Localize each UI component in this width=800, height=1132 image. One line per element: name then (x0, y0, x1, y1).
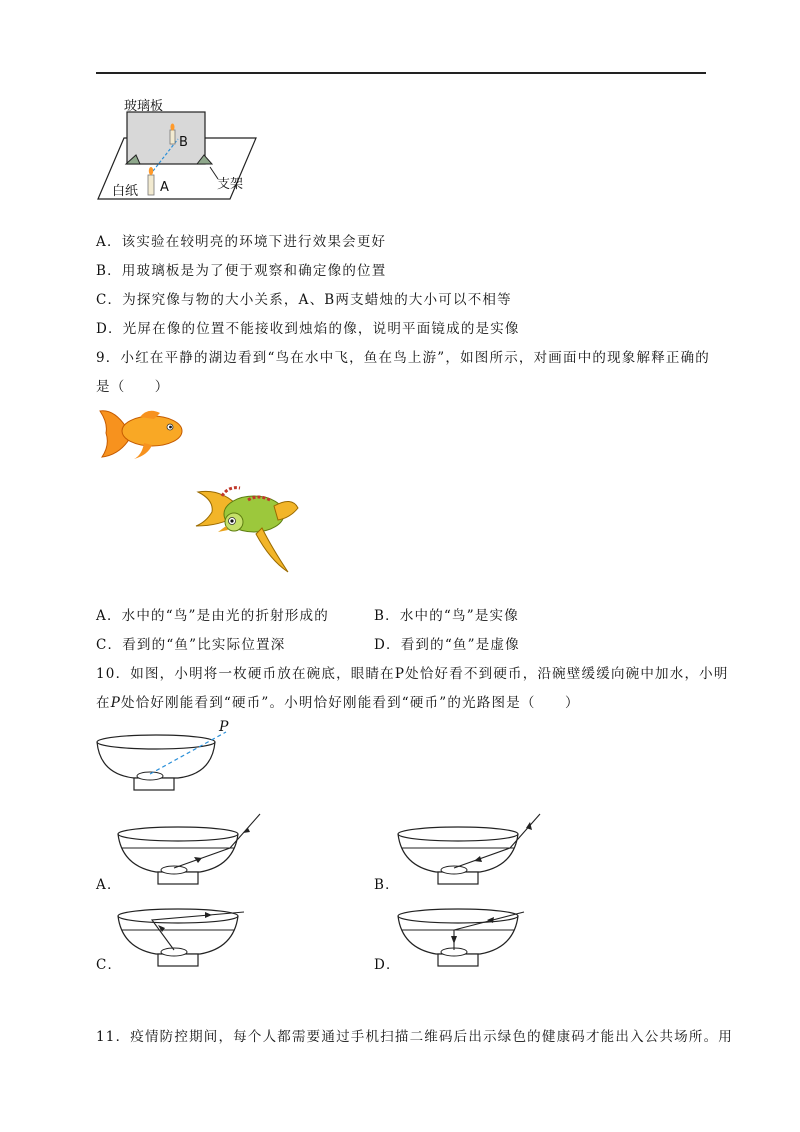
q10-stem-line2: 在P处恰好刚能看到“硬币”。小明恰好刚能看到“硬币”的光路图是（ ） (96, 695, 580, 711)
q10-option-b[interactable]: B． (374, 877, 400, 893)
label-b: B (179, 135, 188, 150)
q9-option-d: D．看到的“鱼”是虚像 (374, 637, 520, 653)
glass-plate-label: 玻璃板 (124, 99, 164, 114)
q9-option-c: C．看到的“鱼”比实际位置深 (96, 637, 286, 653)
option-a-diagram (112, 808, 272, 890)
label-a: A (160, 180, 169, 195)
point-p-label: P (219, 719, 229, 735)
stand-label: 支架 (217, 177, 244, 192)
q9-option-b: B．水中的“鸟”是实像 (374, 608, 519, 624)
q9-stem-line1: 9．小红在平静的湖边看到“鸟在水中飞，鱼在鸟上游”，如图所示，对画面中的现象解释正确的 (96, 350, 710, 366)
q8-option-d: D．光屏在像的位置不能接收到烛焰的像，说明平面镜成的是实像 (96, 321, 520, 337)
white-paper-label: 白纸 (112, 184, 139, 199)
q8-option-b: B．用玻璃板是为了便于观察和确定像的位置 (96, 263, 387, 279)
option-b-diagram (392, 808, 552, 890)
q11-stem-line1: 11．疫情防控期间，每个人都需要通过手机扫描二维码后出示绿色的健康码才能出入公共场所。用 (96, 1029, 733, 1045)
q8-option-c: C．为探究像与物的大小关系，A、B两支蜡烛的大小可以不相等 (96, 292, 512, 308)
q8-option-a: A．该实验在较明亮的环境下进行效果会更好 (96, 234, 387, 250)
header-rule (96, 72, 706, 74)
q9-option-a: A．水中的“鸟”是由光的折射形成的 (96, 608, 329, 624)
q10-option-a[interactable]: A． (96, 877, 122, 893)
q10-option-c[interactable]: C． (96, 957, 123, 973)
q9-stem-line2: 是（ ） (96, 379, 170, 395)
q10-option-d[interactable]: D． (374, 957, 401, 973)
option-c-diagram (112, 890, 272, 972)
bird-image (192, 478, 302, 574)
option-d-diagram (392, 890, 552, 972)
q10-stem-line1: 10．如图，小明将一枚硬币放在碗底，眼睛在P处恰好看不到硬币，沿碗壁缓缓向碗中加水，小明 (96, 666, 729, 682)
fish-image (98, 405, 186, 463)
